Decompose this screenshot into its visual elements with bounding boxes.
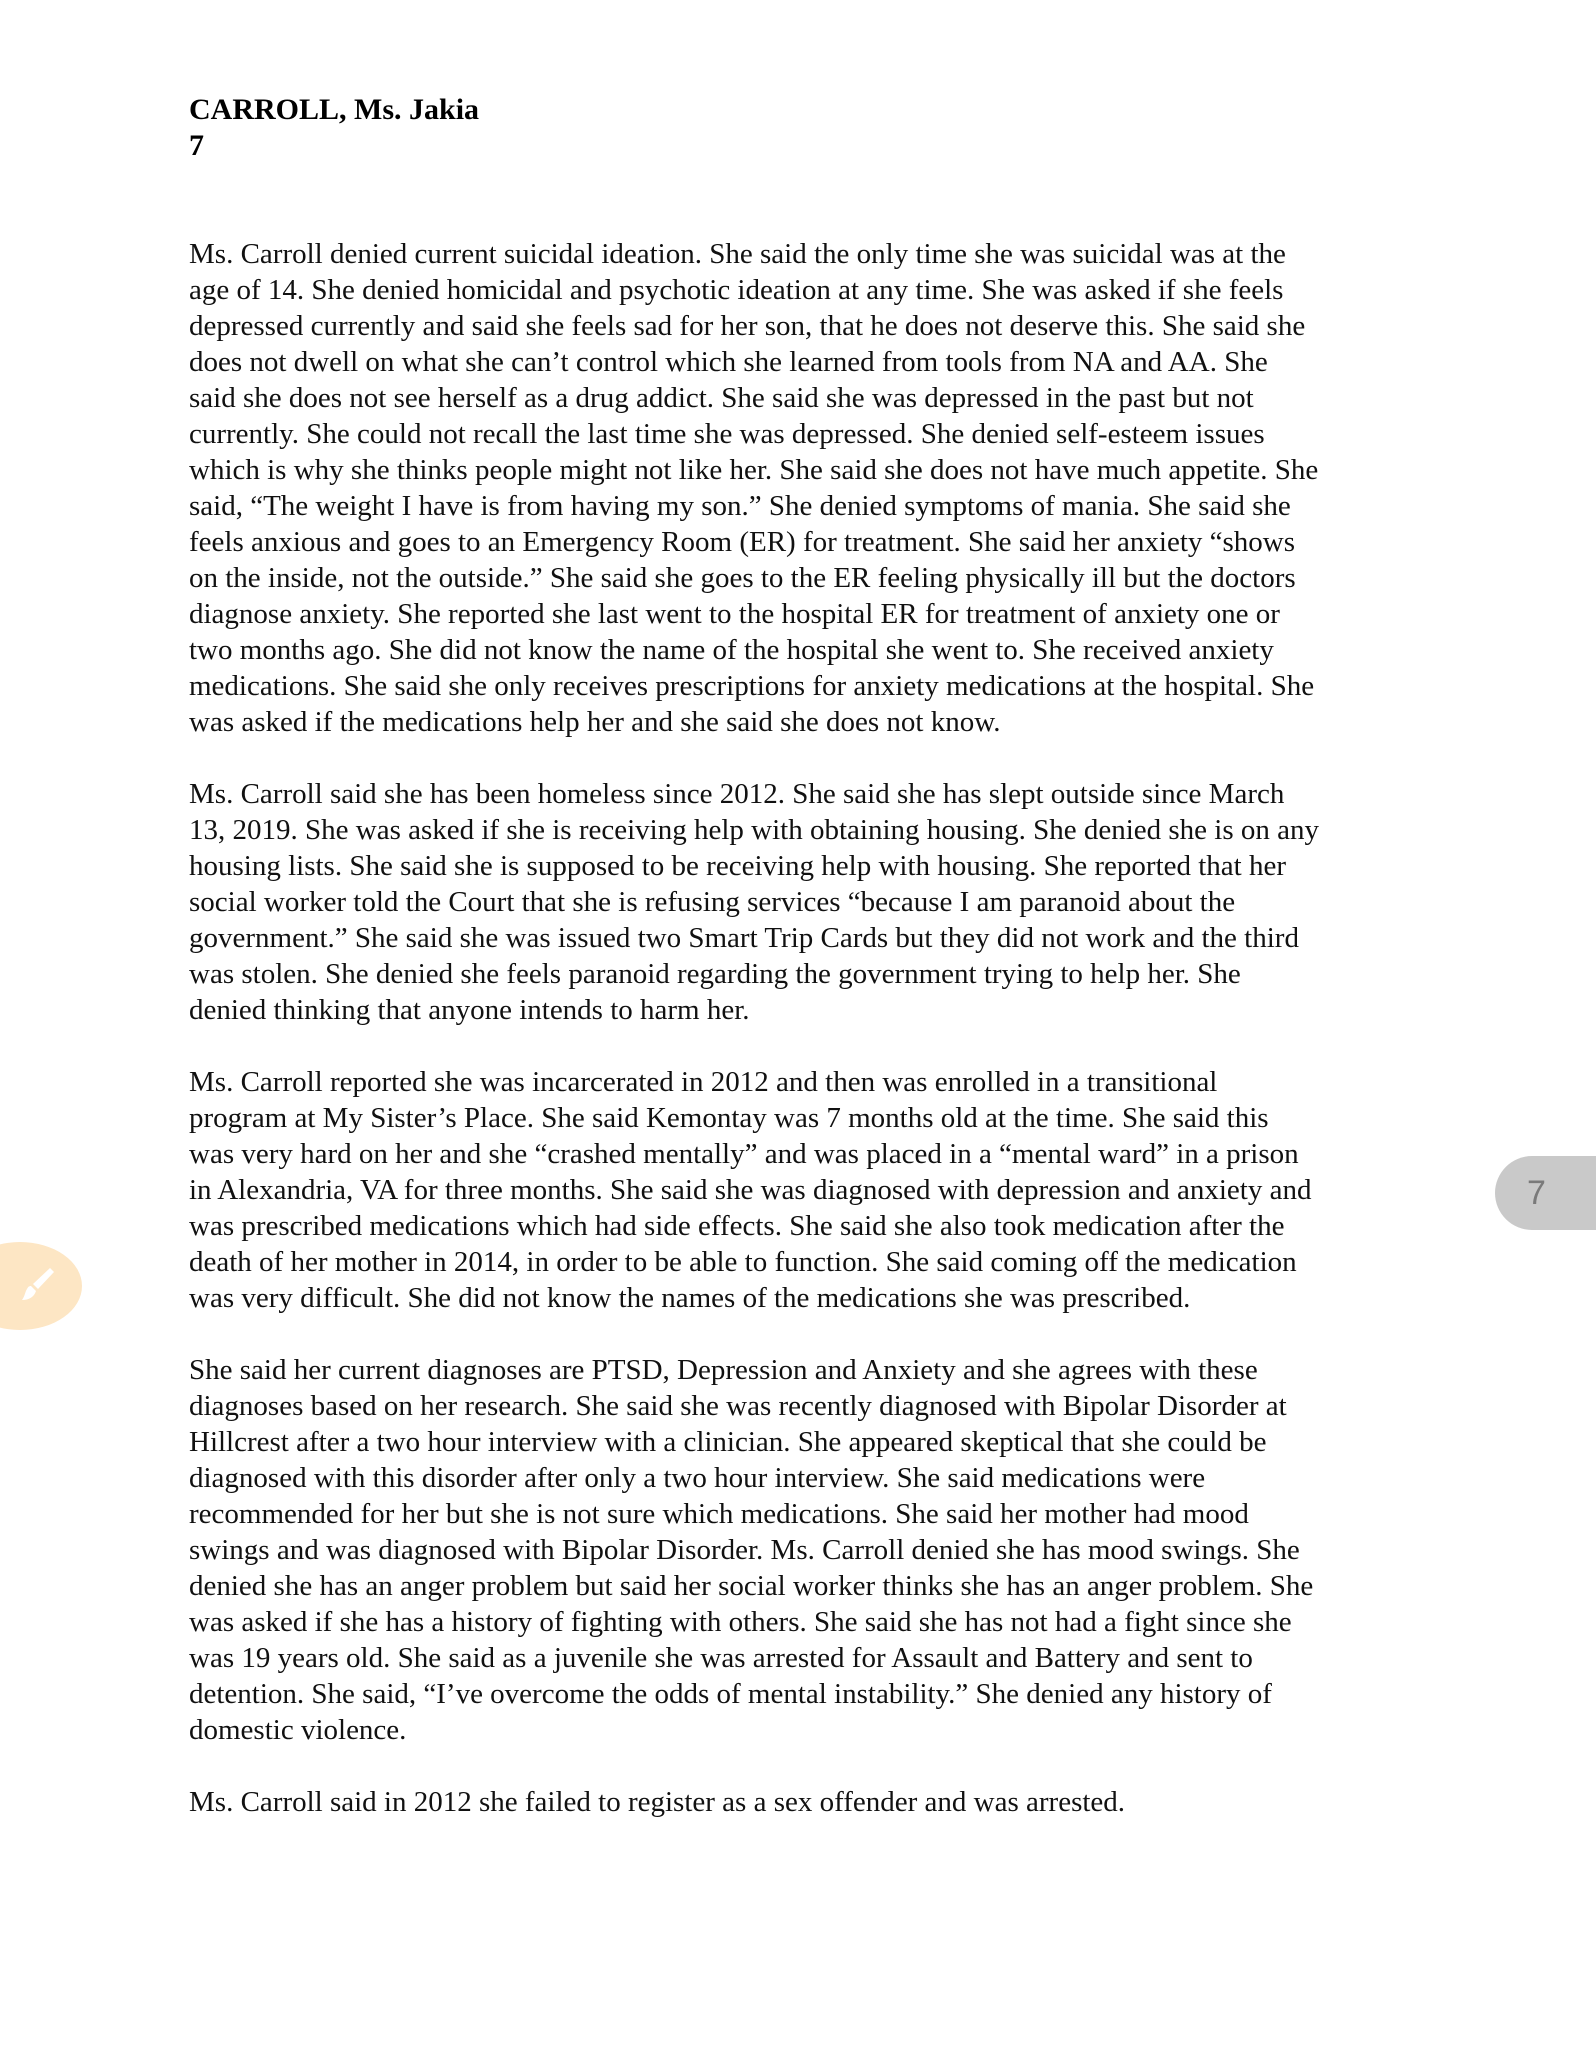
annotate-button[interactable] xyxy=(0,1242,82,1330)
text-line: denied thinking that anyone intends to harm her. xyxy=(189,994,750,1026)
text-line: diagnose anxiety. She reported she last went to the hospital ER for treatment of anxiety one or xyxy=(189,598,1280,630)
text-line: 13, 2019. She was asked if she is receiving help with obtaining housing. She denied she is on any xyxy=(189,814,1320,846)
text-line: was 19 years old. She said as a juvenile she was arrested for Assault and Battery and sent to xyxy=(189,1642,1253,1674)
text-line: on the inside, not the outside.” She said she goes to the ER feeling physically ill but the doctors xyxy=(189,562,1296,594)
text-line: program at My Sister’s Place. She said Kemontay was 7 months old at the time. She said this xyxy=(189,1102,1269,1134)
text-line: Ms. Carroll reported she was incarcerated in 2012 and then was enrolled in a transitional xyxy=(189,1066,1218,1098)
document-header xyxy=(189,92,479,164)
header-page-number: 7 xyxy=(189,129,204,162)
text-line: feels anxious and goes to an Emergency Room (ER) for treatment. She said her anxiety “shows xyxy=(189,526,1296,558)
text-line: was asked if the medications help her and she said she does not know. xyxy=(189,706,1001,738)
text-line: was very difficult. She did not know the names of the medications she was prescribed. xyxy=(189,1282,1191,1314)
text-line: was stolen. She denied she feels paranoid regarding the government trying to help her. She xyxy=(189,958,1241,990)
text-line: Ms. Carroll denied current suicidal ideation. She said the only time she was suicidal was at the xyxy=(189,238,1286,270)
text-line: swings and was diagnosed with Bipolar Disorder. Ms. Carroll denied she has mood swings. She xyxy=(189,1534,1300,1566)
text-line: Ms. Carroll said she has been homeless since 2012. She said she has slept outside since March xyxy=(189,778,1285,810)
text-line: Ms. Carroll said in 2012 she failed to register as a sex offender and was arrested. xyxy=(189,1786,1126,1818)
text-line: denied she has an anger problem but said her social worker thinks she has an anger problem. She xyxy=(189,1570,1314,1602)
paragraph xyxy=(189,1352,1419,1748)
text-line: domestic violence. xyxy=(189,1714,407,1746)
text-line: diagnoses based on her research. She said she was recently diagnosed with Bipolar Disorder at xyxy=(189,1390,1287,1422)
text-line: Hillcrest after a two hour interview with a clinician. She appeared skeptical that she could be xyxy=(189,1426,1267,1458)
text-line: detention. She said, “I’ve overcome the odds of mental instability.” She denied any history of xyxy=(189,1678,1272,1710)
text-line: was asked if she has a history of fighting with others. She said she has not had a fight since she xyxy=(189,1606,1292,1638)
text-line: age of 14. She denied homicidal and psychotic ideation at any time. She was asked if she feels xyxy=(189,274,1284,306)
text-line: diagnosed with this disorder after only a two hour interview. She said medications were xyxy=(189,1462,1206,1494)
text-line: social worker told the Court that she is refusing services “because I am paranoid about the xyxy=(189,886,1236,918)
patient-name: CARROLL, Ms. Jakia xyxy=(189,93,480,126)
document-body xyxy=(189,236,1419,1856)
text-line: does not dwell on what she can’t control which she learned from tools from NA and AA. She xyxy=(189,346,1268,378)
text-line: two months ago. She did not know the name of the hospital she went to. She received anxiety xyxy=(189,634,1274,666)
paragraph xyxy=(189,1064,1419,1316)
text-line: She said her current diagnoses are PTSD, Depression and Anxiety and she agrees with these xyxy=(189,1354,1258,1386)
text-line: was very hard on her and she “crashed mentally” and was placed in a “mental ward” in a prison xyxy=(189,1138,1299,1170)
text-line: which is why she thinks people might not like her. She said she does not have much appetite. She xyxy=(189,454,1319,486)
paragraph xyxy=(189,1784,1419,1820)
page-indicator-badge[interactable] xyxy=(1495,1156,1596,1230)
paragraph xyxy=(189,776,1419,1028)
text-line: depressed currently and said she feels sad for her son, that he does not deserve this. She said she xyxy=(189,310,1306,342)
text-line: recommended for her but she is not sure which medications. She said her mother had mood xyxy=(189,1498,1249,1530)
page-indicator-number: 7 xyxy=(1527,1173,1546,1212)
text-line: in Alexandria, VA for three months. She said she was diagnosed with depression and anxiety and xyxy=(189,1174,1312,1206)
text-line: housing lists. She said she is supposed to be receiving help with housing. She reported that her xyxy=(189,850,1287,882)
text-line: said she does not see herself as a drug addict. She said she was depressed in the past but not xyxy=(189,382,1254,414)
text-line: was prescribed medications which had side effects. She said she also took medication after the xyxy=(189,1210,1285,1242)
text-line: death of her mother in 2014, in order to be able to function. She said coming off the medication xyxy=(189,1246,1297,1278)
text-line: government.” She said she was issued two Smart Trip Cards but they did not work and the third xyxy=(189,922,1299,954)
text-line: said, “The weight I have is from having my son.” She denied symptoms of mania. She said she xyxy=(189,490,1291,522)
text-line: medications. She said she only receives prescriptions for anxiety medications at the hospital. She xyxy=(189,670,1315,702)
text-line: currently. She could not recall the last time she was depressed. She denied self-esteem issues xyxy=(189,418,1265,450)
paragraph xyxy=(189,236,1419,740)
paintbrush-icon xyxy=(17,1263,59,1310)
